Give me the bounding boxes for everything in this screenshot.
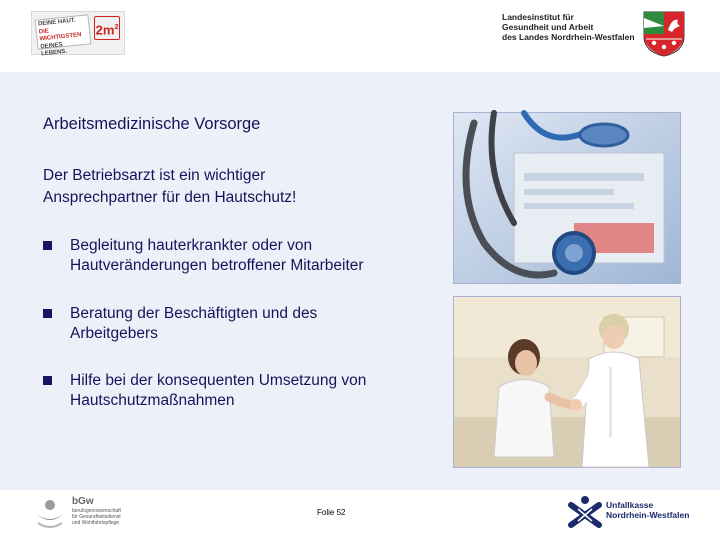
doctor-examining-arm-photo bbox=[453, 296, 681, 468]
slide-subtitle: Der Betriebsarzt ist ein wichtiger Ansprechpartner für den Hautschutz! bbox=[43, 167, 297, 206]
bullet-item: Hilfe bei der konsequenten Umsetzung von Hautschutzmaßnahmen bbox=[43, 371, 366, 410]
unfallkasse-name: Unfallkasse Nordrhein-Westfalen bbox=[606, 500, 690, 520]
unfallkasse-logo-icon bbox=[568, 495, 602, 529]
slide-number: Folie 52 bbox=[317, 508, 346, 517]
bullet-marker bbox=[43, 309, 52, 318]
stethoscope-photo bbox=[453, 112, 681, 284]
bullet-item: Beratung der Beschäftigten und des Arbeitgebers bbox=[43, 304, 317, 343]
bullet-item: Begleitung hauterkrankter oder von Hautveränderungen betroffener Mitarbeiter bbox=[43, 236, 364, 275]
bgw-logo-icon bbox=[30, 497, 70, 531]
institute-name: Landesinstitut für Gesundheit und Arbeit des Landes Nordrhein-Westfalen bbox=[502, 12, 635, 42]
campaign-badge: $2m^2$ bbox=[94, 16, 120, 40]
campaign-logo bbox=[31, 11, 125, 58]
bullet-marker bbox=[43, 376, 52, 385]
bgw-logo-text: bGw berufsgenossenschaft für Gesundheitsdienst und Wohlfahrtspflege bbox=[72, 496, 121, 526]
bullet-marker bbox=[43, 241, 52, 250]
slide-title: Arbeitsmedizinische Vorsorge bbox=[43, 115, 261, 133]
nrw-coat-of-arms-icon bbox=[642, 10, 686, 58]
campaign-stamp: DEINE HAUT. DIE WICHTIGSTEN DEINES LEBENS. bbox=[35, 14, 92, 49]
